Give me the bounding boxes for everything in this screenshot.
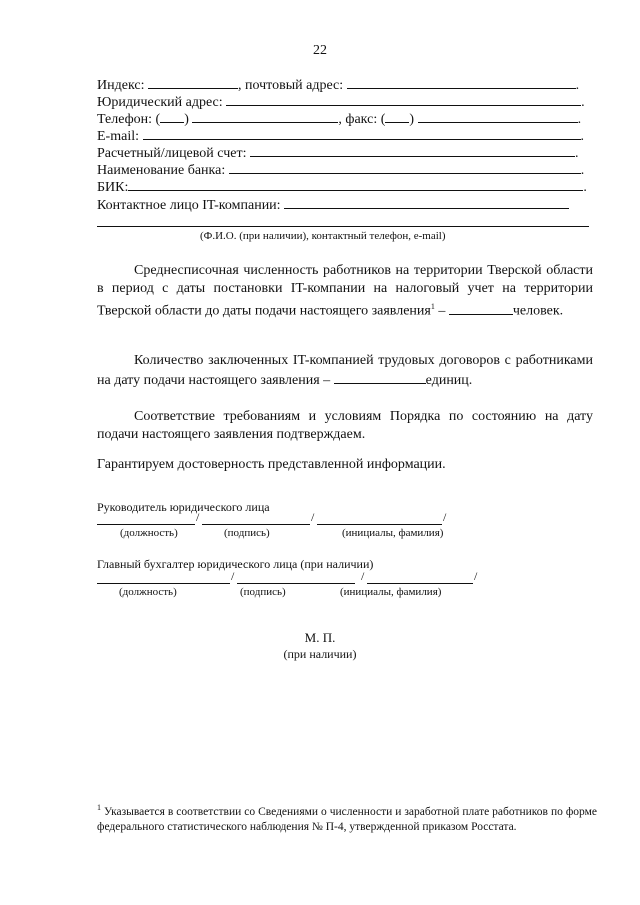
bik-row: [97, 177, 587, 196]
line-end: .: [577, 112, 582, 127]
bank-label: Наименование банка:: [97, 163, 226, 178]
line-end: .: [583, 180, 587, 195]
headcount-text: Среднесписочная численность работников на территории Тверской области в период с даты постановки IT-компании на налоговый учет на территории Тверской области до даты подачи настоящего заявления: [97, 263, 593, 319]
line-end: .: [575, 78, 580, 93]
headcount-input[interactable]: [449, 301, 513, 315]
compliance-paragraph: Соответствие требованиям и условиям Порядка по состоянию на дату подачи настоящего заявления подтверждаем.: [97, 409, 593, 442]
contact-caption: (Ф.И.О. (при наличии), контактный телефон, e-mail): [200, 230, 446, 242]
footnote-text: Указывается в соответствии со Сведениями о численности и заработной плате работников по форме федерального статистического наблюдения № П-4, утвержденной приказом Росстата.: [97, 805, 597, 833]
accountant-signature-line[interactable]: [237, 582, 355, 584]
index-label: Индекс:: [97, 78, 145, 93]
email-input[interactable]: [143, 126, 581, 140]
email-label: E-mail:: [97, 129, 139, 144]
contracts-unit: единиц.: [425, 373, 473, 388]
head-signature-line[interactable]: [202, 523, 310, 525]
accountant-name-line[interactable]: [367, 582, 473, 584]
phone-close: ): [184, 112, 189, 127]
index-input[interactable]: [148, 75, 238, 89]
bik-label: БИК:: [97, 180, 129, 195]
legal-address-input[interactable]: [226, 92, 581, 106]
slash: /: [311, 510, 315, 524]
head-position-caption: (должность): [120, 527, 178, 539]
accountant-position-line[interactable]: [97, 582, 230, 584]
stamp-label: М. П.: [304, 630, 336, 645]
head-name-caption: (инициалы, фамилия): [342, 527, 444, 539]
head-position-line[interactable]: [97, 523, 195, 525]
headcount-paragraph: [97, 262, 593, 321]
accountant-name-caption: (инициалы, фамилия): [340, 586, 442, 598]
bik-input[interactable]: [128, 177, 583, 191]
phone-label: Телефон: (: [97, 112, 161, 127]
head-name-line[interactable]: [317, 523, 442, 525]
slash: /: [443, 510, 447, 524]
bank-input[interactable]: [229, 160, 581, 174]
contact-label: Контактное лицо IT-компании:: [97, 198, 281, 213]
head-title: Руководитель юридического лица: [97, 500, 270, 514]
fax-input[interactable]: [418, 109, 578, 123]
fax-label: , факс: (: [338, 112, 386, 127]
line-end: .: [574, 146, 579, 161]
headcount-unit: человек.: [512, 303, 564, 319]
account-input[interactable]: [250, 143, 575, 157]
slash: /: [361, 569, 365, 583]
line-end: .: [580, 129, 584, 144]
fax-code-input[interactable]: [385, 109, 409, 123]
footnote-ref: 1: [430, 302, 435, 311]
footnote-mark: 1: [97, 803, 101, 812]
contact-input[interactable]: [284, 195, 569, 209]
contact-extra-line[interactable]: [97, 226, 589, 227]
contracts-input[interactable]: [334, 370, 426, 384]
legal-address-label: Юридический адрес:: [97, 95, 223, 110]
contact-row: [97, 195, 569, 214]
footnote: [97, 800, 597, 835]
stamp-note: (при наличии): [283, 647, 357, 661]
accountant-title: Главный бухгалтер юридического лица (при наличии): [97, 557, 374, 571]
slash: /: [474, 569, 478, 583]
slash: /: [231, 569, 235, 583]
accountant-signature-caption: (подпись): [240, 586, 286, 598]
fax-close: ): [409, 112, 415, 127]
account-label: Расчетный/лицевой счет:: [97, 146, 247, 161]
phone-code-input[interactable]: [160, 109, 184, 123]
page-number: 22: [313, 43, 327, 58]
postal-address-input[interactable]: [347, 75, 576, 89]
accountant-position-caption: (должность): [119, 586, 177, 598]
line-end: .: [581, 95, 585, 110]
guarantee-paragraph: Гарантируем достоверность представленной информации.: [97, 457, 446, 472]
slash: /: [196, 510, 200, 524]
headcount-dash: –: [434, 303, 449, 319]
postal-label: , почтовый адрес:: [238, 78, 344, 93]
line-end: .: [580, 163, 585, 178]
contracts-paragraph: [97, 352, 593, 390]
phone-input[interactable]: [192, 109, 338, 123]
contracts-text: Количество заключенных IT-компанией трудовых договоров с работниками на дату подачи настоящего заявления –: [97, 353, 593, 388]
head-signature-caption: (подпись): [224, 527, 270, 539]
